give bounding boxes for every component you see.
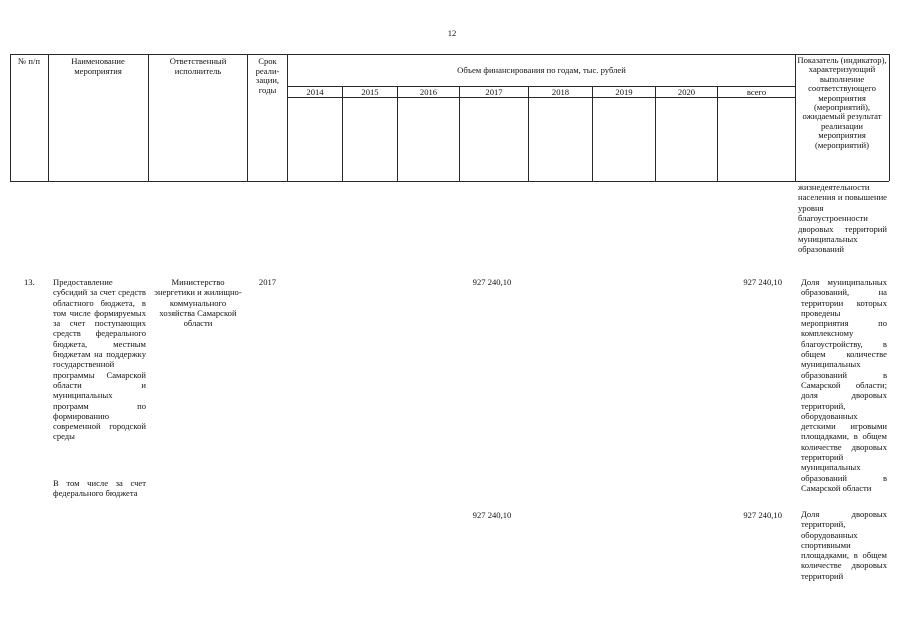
subrow-total: 927 240,10 (743, 510, 782, 520)
header-funding: Объем финансирования по годам, тыс. рублей (457, 65, 626, 75)
row-executor: Министерство энергетики и жилищно-коммунального хозяйства Самарской области (154, 277, 242, 329)
row-term: 2017 (258, 277, 277, 287)
header-year-2014: 2014 (306, 87, 324, 97)
subrow-indicator: Доля дворовых территорий, оборудованных спортивными площадками, в общем количестве дворовых территорий (801, 509, 887, 581)
header-total: всего (746, 87, 767, 97)
subrow-value-2017: 927 240,10 (472, 510, 512, 520)
header-term: Срок реали-зации, годы (255, 56, 280, 95)
row-value-2017: 927 240,10 (472, 277, 512, 287)
header-year-2016: 2016 (419, 87, 438, 97)
header-year-2020: 2020 (677, 87, 696, 97)
header-indicator: Показатель (индикатор), характеризующий выполнение соответствующего мероприятия (мероприятий), ожидаемый результат реализации мероприятия (мероприятий) (797, 55, 887, 150)
row-name: Предоставление субсидий за счет средств областного бюджета, в том числе формируемых за счет поступающих средств федерального бюджета, местным бюджетам на поддержку государственной программы Самарской области и муниципальных программ по формированию современной городской среды (53, 277, 146, 442)
header-year-2018: 2018 (551, 87, 570, 97)
row-indicator: Доля муниципальных образований, на территории которых проведены мероприятия по комплексному благоустройству, в общем количестве муниципальных образований в Самарской области; доля дворовых территорий, оборудованных детскими игровыми площадками, в общем количестве дворовых территорий муниципальных образований в Самарской области (801, 277, 887, 493)
row-number: 13. (24, 277, 35, 287)
header-year-2019: 2019 (615, 87, 633, 97)
header-executor: Ответственный исполнитель (169, 56, 227, 76)
header-year-2017: 2017 (485, 87, 503, 97)
subrow-name: В том числе за счет федерального бюджета (53, 478, 146, 499)
row-total: 927 240,10 (743, 277, 782, 287)
continuation-indicator: жизнедеятельности населения и повышение уровня благоустроенности дворовых территорий муниципальных образований (798, 182, 887, 255)
header-num: № п/п (18, 56, 40, 66)
header-name: Наименование мероприятия (71, 56, 125, 76)
header-year-2015: 2015 (361, 87, 379, 97)
page-number: 12 (447, 28, 457, 38)
